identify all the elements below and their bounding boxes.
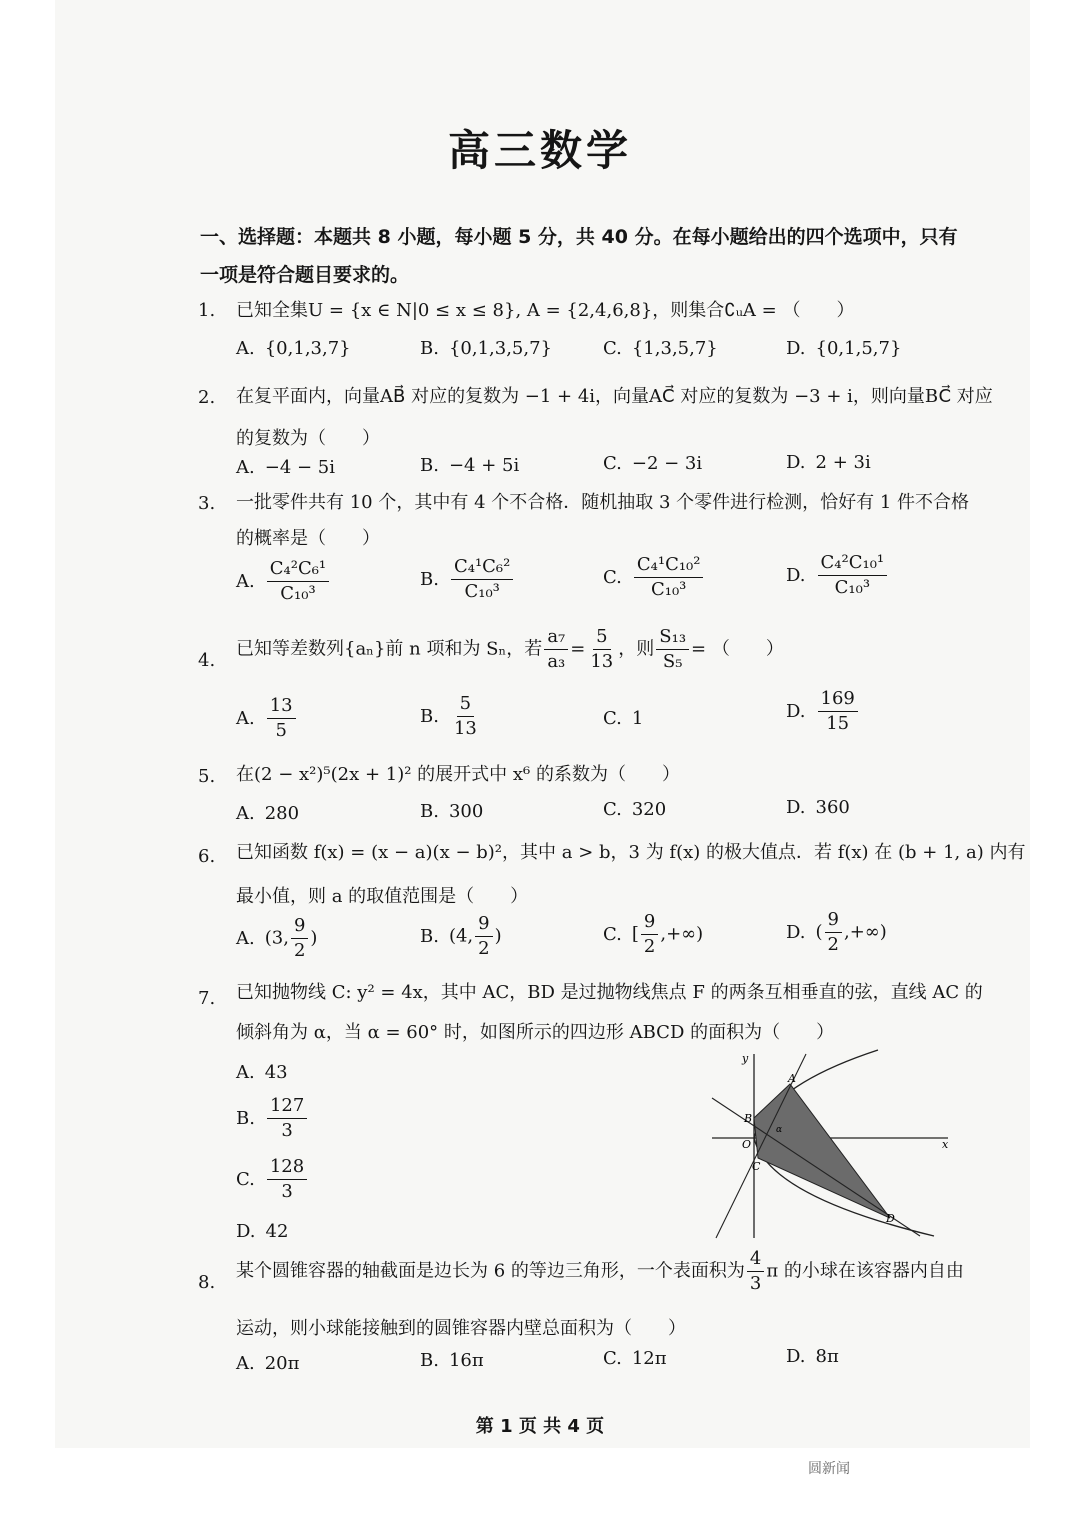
option-value: 360: [815, 797, 850, 818]
question-text: 已知全集U = {x ∈ N|0 ≤ x ≤ 8}, A = {2,4,6,8}，则集合∁ᵤA = （ ）: [236, 300, 855, 321]
option-d: [786, 452, 871, 473]
denominator: 3: [749, 1273, 762, 1294]
interval-close: ,+∞): [844, 921, 887, 943]
option-label: D.: [786, 921, 806, 943]
page-footer: 第 1 页 共 4 页: [475, 1416, 605, 1437]
option-d: [786, 1346, 839, 1367]
point-b-label: B: [744, 1112, 753, 1125]
interval-close: ): [310, 927, 318, 949]
denominator: 3: [281, 1181, 293, 1202]
fraction: [656, 628, 689, 671]
option-a: [236, 803, 299, 824]
option-d: [786, 797, 850, 818]
option-d: [786, 690, 860, 733]
question-text: 一批零件共有 10 个，其中有 4 个不合格．随机抽取 3 个零件进行检测，恰好有 1 件不合格: [236, 492, 970, 513]
option-label: A.: [236, 803, 255, 824]
numerator: S₁₃: [656, 628, 689, 650]
option-value: {0,1,5,7}: [815, 338, 902, 359]
fraction: [634, 556, 704, 599]
option-value: 1: [631, 708, 644, 729]
option-label: B.: [420, 801, 439, 822]
option-label: A.: [236, 338, 255, 359]
question-text: 的概率是（ ）: [236, 528, 380, 549]
option-d: [786, 554, 889, 597]
numerator: 169: [818, 690, 858, 712]
option-c: [603, 556, 705, 599]
option-value: 320: [631, 799, 667, 820]
denominator: 3: [281, 1120, 293, 1141]
text-segment: 某个圆锥容器的轴截面是边长为 6 的等边三角形，一个表面积为: [236, 1260, 745, 1282]
fraction: [451, 695, 480, 738]
fraction: [587, 628, 616, 671]
text-segment: π 的小球在该容器内自由: [766, 1260, 964, 1282]
numerator: 13: [267, 697, 296, 719]
option-value: {0,1,3,5,7}: [448, 338, 553, 359]
option-c: [603, 338, 718, 359]
option-b: [420, 1350, 484, 1371]
interval-open: (4,: [448, 925, 474, 947]
option-label: D.: [786, 338, 806, 359]
option-value: 43: [264, 1062, 288, 1083]
option-value: 20π: [264, 1353, 300, 1374]
numerator: 5: [457, 695, 474, 717]
option-a: [236, 697, 298, 740]
equals-sign: =: [570, 638, 586, 660]
option-label: A.: [236, 457, 255, 478]
fraction: [818, 690, 858, 733]
denominator: 13: [453, 718, 477, 739]
question-text: 已知函数 f(x) = (x − a)(x − b)²，其中 a > b，3 为 f(x) 的极大值点．若 f(x) 在 (b + 1, a) 内有: [236, 842, 1026, 863]
option-label: B.: [420, 338, 439, 359]
option-value: 2 + 3i: [815, 452, 871, 473]
option-c: [603, 453, 702, 474]
question-number: 4.: [198, 650, 216, 671]
fraction: [291, 917, 308, 960]
denominator: S₅: [662, 651, 683, 672]
option-label: C.: [603, 799, 622, 820]
question-text: [236, 628, 784, 671]
denominator: 2: [827, 934, 839, 955]
text-segment: = （ ）: [691, 638, 784, 660]
option-c: [603, 799, 666, 820]
numerator: C₄²C₆¹: [267, 560, 329, 582]
denominator: C₁₀³: [464, 581, 500, 602]
interval-close: ): [494, 925, 502, 947]
question-text: 运动，则小球能接触到的圆锥容器内壁总面积为（ ）: [236, 1318, 686, 1339]
option-c: [603, 1348, 667, 1369]
option-b: [420, 338, 552, 359]
denominator: 2: [293, 940, 306, 961]
option-label: D.: [786, 564, 806, 586]
y-axis-label: y: [742, 1052, 749, 1065]
question-text: 在(2 − x²)⁵(2x + 1)² 的展开式中 x⁶ 的系数为（ ）: [236, 764, 680, 785]
question-text: [236, 1250, 964, 1293]
option-label: D.: [786, 452, 806, 473]
option-label: B.: [420, 705, 439, 727]
fraction: [747, 1250, 764, 1293]
question-text: 倾斜角为 α，当 α = 60° 时，如图所示的四边形 ABCD 的面积为（ ）: [236, 1022, 835, 1043]
option-value: −2 − 3i: [631, 453, 703, 474]
origin-label: O: [742, 1138, 752, 1151]
fraction: [267, 697, 296, 740]
option-label: A.: [236, 1062, 255, 1083]
option-label: C.: [603, 338, 622, 359]
option-label: C.: [603, 1348, 622, 1369]
option-label: C.: [603, 453, 622, 474]
text-segment: 已知等差数列{aₙ}前 n 项和为 Sₙ，若: [236, 638, 543, 660]
denominator: 15: [826, 713, 850, 734]
question-number: 1.: [198, 300, 216, 321]
question-number: 7.: [198, 988, 216, 1009]
option-c: [236, 1158, 309, 1201]
option-label: D.: [786, 700, 806, 722]
option-value: 300: [448, 801, 484, 822]
interval-open: [: [631, 923, 639, 945]
fraction: [641, 913, 658, 956]
option-d: [786, 338, 901, 359]
option-label: D.: [236, 1221, 256, 1242]
option-label: C.: [603, 923, 622, 945]
denominator: 5: [275, 720, 287, 741]
option-label: C.: [236, 1168, 255, 1190]
page-margin: [0, 1448, 1080, 1528]
option-b: [236, 1097, 309, 1140]
numerator: 9: [641, 913, 658, 935]
numerator: 5: [593, 628, 610, 650]
interval-close: ,+∞): [660, 923, 704, 945]
question-text: 已知抛物线 C: y² = 4x，其中 AC，BD 是过抛物线焦点 F 的两条互相垂直的弦，直线 AC 的: [236, 982, 983, 1003]
option-b: [420, 801, 483, 822]
option-value: −4 + 5i: [448, 455, 520, 476]
section-heading: 一、选择题：本题共 8 小题，每小题 5 分，共 40 分。在每小题给出的四个选项中，只有一项是符合题目要求的。: [200, 226, 958, 286]
option-b: [420, 455, 519, 476]
option-label: A.: [236, 1353, 255, 1374]
fraction: [544, 628, 568, 671]
option-label: A.: [236, 707, 255, 729]
option-value: {1,3,5,7}: [631, 338, 718, 359]
text-segment: ，则: [618, 638, 655, 660]
option-label: B.: [420, 925, 439, 947]
question-text: 最小值，则 a 的取值范围是（ ）: [236, 886, 529, 907]
denominator: C₁₀³: [650, 579, 687, 600]
question-text: 在复平面内，向量AB⃗ 对应的复数为 −1 + 4i，向量AC⃗ 对应的复数为 −3 + i，则向量BC⃗ 对应: [236, 386, 993, 407]
fraction: [451, 558, 513, 601]
page-title: 高三数学: [447, 126, 632, 175]
option-a: [236, 560, 331, 603]
numerator: 4: [747, 1250, 764, 1272]
option-value: 42: [265, 1221, 289, 1242]
option-a: [236, 338, 351, 359]
denominator: C₁₀³: [834, 577, 871, 598]
fraction: [267, 1158, 307, 1201]
numerator: 127: [267, 1097, 307, 1119]
option-label: D.: [786, 797, 806, 818]
fraction: [267, 560, 329, 603]
parabola-figure: [708, 1046, 958, 1246]
fraction: [475, 915, 492, 958]
question-number: 5.: [198, 766, 216, 787]
numerator: 9: [475, 915, 492, 937]
question-number: 3.: [198, 493, 216, 514]
option-b: [420, 695, 482, 738]
denominator: C₁₀³: [280, 583, 316, 604]
point-c-label: C: [752, 1160, 761, 1173]
numerator: 128: [267, 1158, 307, 1180]
numerator: 9: [825, 911, 842, 933]
option-label: A.: [236, 927, 255, 949]
denominator: a₃: [547, 651, 566, 672]
x-axis-label: x: [942, 1138, 949, 1151]
angle-alpha-label: α: [776, 1125, 783, 1135]
numerator: 9: [291, 917, 308, 939]
fraction: [267, 1097, 307, 1140]
denominator: 13: [590, 651, 614, 672]
numerator: C₄²C₁₀¹: [818, 554, 888, 576]
option-b: [420, 915, 502, 958]
quadrilateral-abcd: [754, 1084, 890, 1218]
option-value: −4 − 5i: [264, 457, 336, 478]
fraction: [818, 554, 888, 597]
option-label: C.: [603, 708, 622, 729]
question-number: 2.: [198, 387, 216, 408]
option-value: 280: [264, 803, 300, 824]
option-label: A.: [236, 570, 255, 592]
option-value: 16π: [448, 1350, 484, 1371]
option-c: [603, 708, 643, 729]
interval-open: (: [815, 921, 823, 943]
option-d: [786, 911, 887, 954]
option-d: [236, 1221, 288, 1242]
numerator: C₄¹C₁₀²: [634, 556, 704, 578]
option-a: [236, 917, 317, 960]
option-c: [603, 913, 703, 956]
option-value: 12π: [631, 1348, 667, 1369]
numerator: a₇: [544, 628, 568, 650]
denominator: 2: [478, 938, 490, 959]
option-value: 8π: [815, 1346, 839, 1367]
option-label: B.: [236, 1107, 255, 1129]
option-value: {0,1,3,7}: [264, 338, 351, 359]
option-label: D.: [786, 1346, 806, 1367]
point-a-label: A: [788, 1072, 796, 1085]
option-a: [236, 457, 335, 478]
option-a: [236, 1353, 299, 1374]
denominator: 2: [643, 936, 656, 957]
question-number: 8.: [198, 1272, 216, 1293]
option-label: B.: [420, 455, 439, 476]
numerator: C₄¹C₆²: [451, 558, 513, 580]
interval-open: (3,: [264, 927, 289, 949]
option-b: [420, 558, 515, 601]
question-text: 的复数为（ ）: [236, 428, 380, 449]
option-label: C.: [603, 566, 622, 588]
option-label: B.: [420, 1350, 439, 1371]
option-label: B.: [420, 568, 439, 590]
question-number: 6.: [198, 846, 216, 867]
option-a: [236, 1062, 288, 1083]
watermark: 圆新闻: [808, 1461, 850, 1477]
fraction: [825, 911, 842, 954]
point-d-label: D: [886, 1212, 895, 1225]
